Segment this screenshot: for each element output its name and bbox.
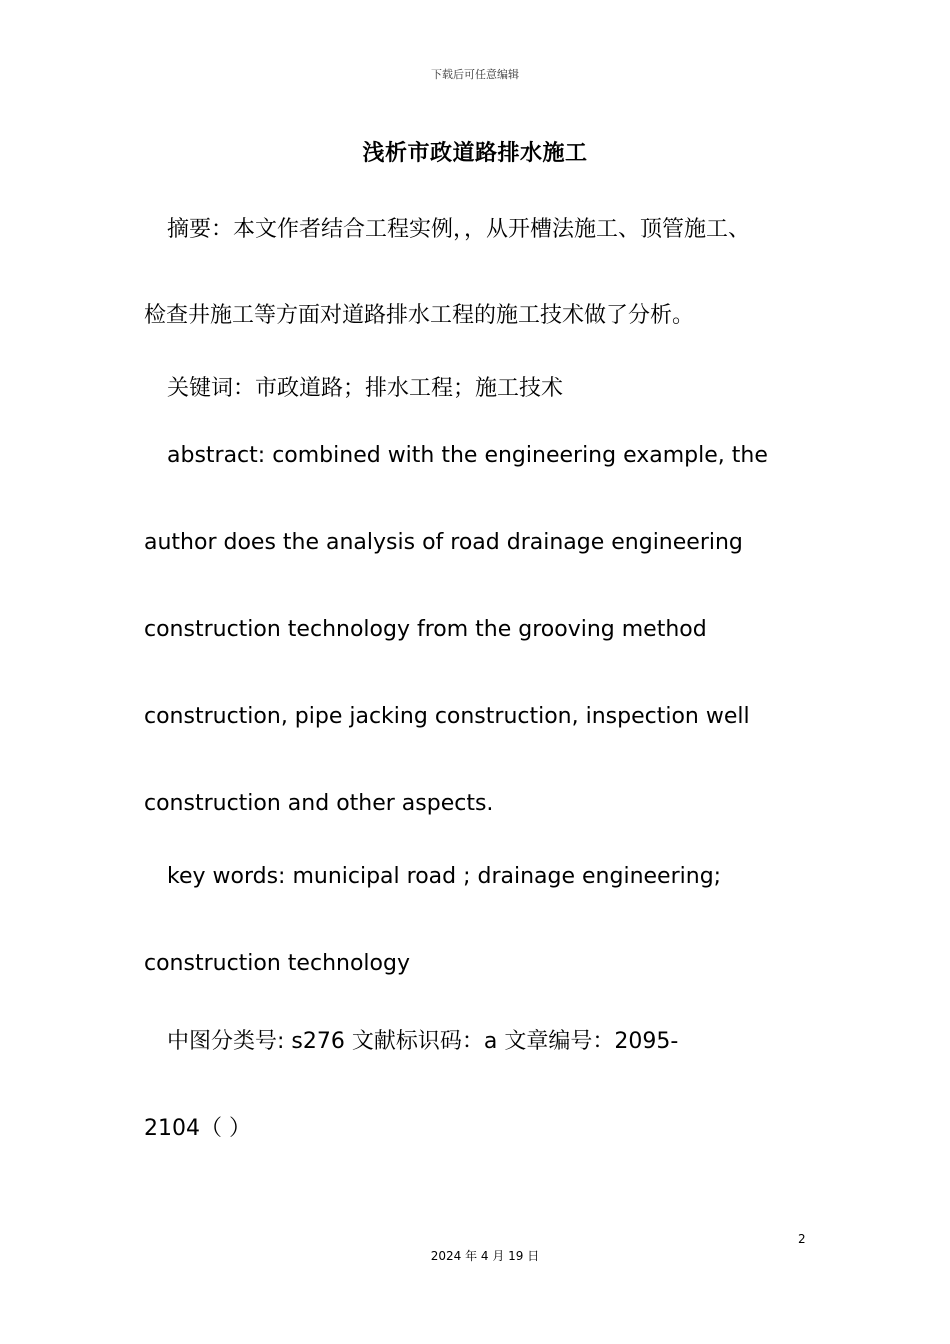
footer-date: 2024 年 4 月 19 日 bbox=[430, 1249, 540, 1263]
abstract-en-line-1: abstract: combined with the engineering example, the bbox=[167, 443, 768, 468]
page-number: 2 bbox=[798, 1232, 806, 1246]
abstract-en-line-3: construction technology from the grooving method bbox=[144, 617, 707, 642]
abstract-en-line-5: construction and other aspects. bbox=[144, 791, 494, 816]
abstract-en-line-4: construction, pipe jacking construction, inspection well bbox=[144, 704, 750, 729]
abstract-cn-line-1: 摘要：本文作者结合工程实例，，从开槽法施工、顶管施工、 bbox=[167, 217, 751, 242]
abstract-cn-line-2: 检查井施工等方面对道路排水工程的施工技术做了分析。 bbox=[144, 303, 695, 328]
keywords-en-line-2: construction technology bbox=[144, 951, 410, 976]
classification-line-2: 2104（ ） bbox=[144, 1116, 251, 1141]
abstract-en-line-2: author does the analysis of road drainage engineering bbox=[144, 530, 743, 555]
header-note: 下载后可任意编辑 bbox=[431, 68, 519, 81]
keywords-en-line-1: key words: municipal road ; drainage engineering; bbox=[167, 864, 722, 889]
document-title: 浅析市政道路排水施工 bbox=[362, 141, 588, 166]
classification-line-1: 中图分类号: s276 文献标识码：a 文章编号：2095- bbox=[167, 1029, 679, 1054]
keywords-cn: 关键词：市政道路；排水工程；施工技术 bbox=[167, 376, 564, 401]
